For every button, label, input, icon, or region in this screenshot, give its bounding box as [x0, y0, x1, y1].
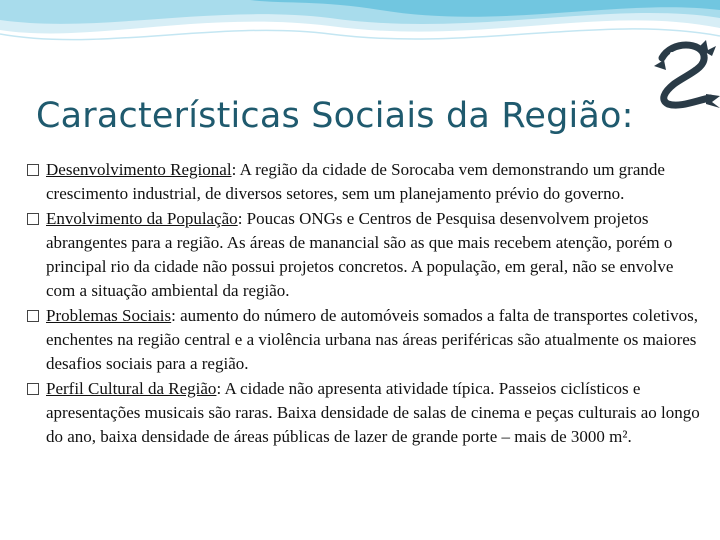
header-wave-decoration: [0, 0, 720, 70]
square-bullet-icon: [27, 164, 39, 176]
bullet-list: [26, 158, 706, 450]
item-term: Problemas Sociais: [46, 305, 172, 325]
list-item: [26, 207, 706, 304]
item-term: Desenvolvimento Regional: [46, 160, 232, 179]
item-text: : Poucas ONGs e Centros de Pesquisa desenvolvem projetos abrangentes para a região. As áreas de manancial são as que mais recebem atenção, porém o principal rio da cidade não possui projetos concretos. A população, em geral, não se envolve com a situação ambiental da região.: [46, 208, 674, 301]
list-item: [26, 158, 706, 207]
list-item: [26, 304, 706, 377]
item-text: : aumento do número de automóveis somados a falta de transportes coletivos, enchentes na região central e a violência urbana nas áreas periféricas são atualmente os maiores desafios sociais para a região.: [46, 305, 699, 374]
slide-title: Características Sociais da Região:: [36, 96, 634, 136]
item-text: : A cidade não apresenta atividade típica. Passeios ciclísticos e apresentações musicais são raras. Baixa densidade de salas de cinema e peças culturais ao longo do ano, baixa densidade de áreas públicas de lazer de grande porte – mais de 3000 m².: [46, 378, 700, 447]
square-bullet-icon: [27, 310, 39, 322]
square-bullet-icon: [27, 213, 39, 225]
item-term: Envolvimento da População: [46, 208, 238, 228]
item-text: : A região da cidade de Sorocaba vem demonstrando um grande crescimento industrial, de diversos setores, sem um planejamento prévio do governo.: [46, 160, 665, 204]
dragon-logo-icon: [646, 38, 720, 112]
square-bullet-icon: [27, 383, 39, 395]
list-item: [26, 377, 706, 450]
item-term: Perfil Cultural da Região: [46, 378, 217, 398]
